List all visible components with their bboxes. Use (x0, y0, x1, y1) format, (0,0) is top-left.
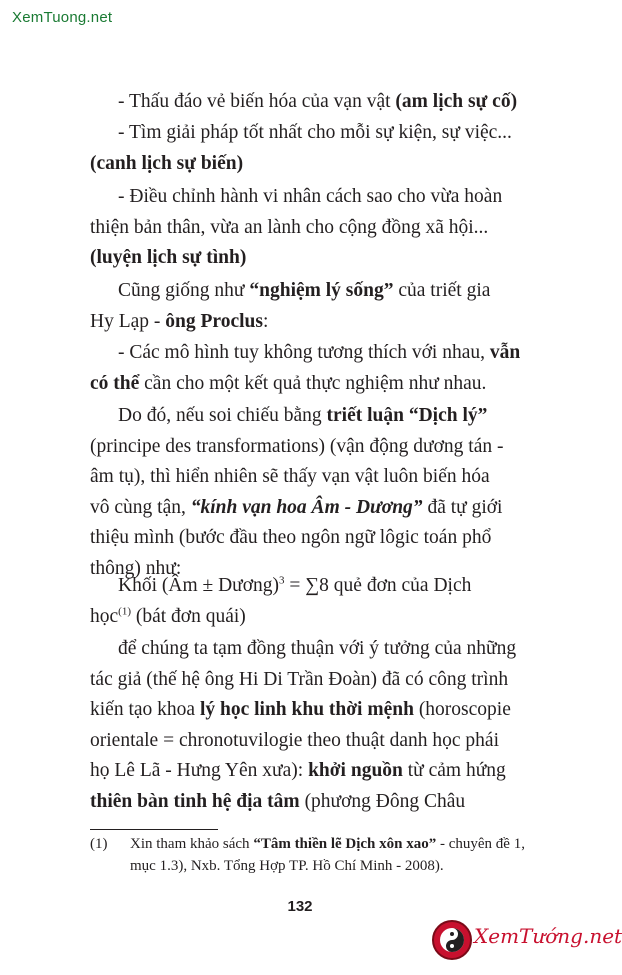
yin-yang-icon (432, 920, 472, 960)
watermark-logo[interactable] (432, 920, 622, 962)
paragraph-khoi-am-duong: Khối (Âm ± Dương)$^3$ = ∑8 quẻ đơn của Dịch học$^{(1)}$ (bát đơn quái) (90, 574, 472, 627)
paragraph-luyen-lich-su-tinh: - Điều chỉnh hành vi nhân cách sao cho vừa hoàn thiện bản thân, vừa an lành cho cộng đồng xã hội... (luyện lịch sự tình) (90, 186, 503, 269)
watermark-text: XemTướng.net (474, 924, 622, 948)
site-header-link[interactable]: XemTuong.net (12, 9, 113, 26)
page-number: 132 (287, 898, 313, 915)
footnote-ref[interactable]: (1) (118, 605, 131, 618)
footnote-divider (90, 829, 218, 830)
paragraph-dich-ly: Do đó, nếu soi chiếu bằng triết luận “Dịch lý” (principe des transformations) (vận động dương tán - âm tụ), thì hiển nhiên sẽ thấy vạn vật luôn biến hóa vô cùng tận, “kính vạn hoa Âm - Dương” đã tự giới thiệu mình (bước đầu theo ngôn ngữ lôgic toán phổ thông) như: (90, 405, 504, 579)
paragraph-canh-lich-su-bien: - Tìm giải pháp tốt nhất cho mỗi sự kiện, sự việc... (canh lịch sự biến) (90, 122, 512, 174)
paragraph-nghiem-ly-song: Cũng giống như “nghiệm lý sống” của triết gia Hy Lạp - ông Proclus: (90, 280, 491, 332)
footnote-number: (1) (90, 836, 108, 852)
paragraph-mo-hinh: - Các mô hình tuy không tương thích với nhau, vẫn có thể cần cho một kết quả thực nghiệm như nhau. (90, 342, 521, 394)
footnote: (1) Xin tham khảo sách “Tâm thiền lẽ Dịch xôn xao” - chuyên đề 1, mục 1.3), Nxb. Tổng Hợp TP. Hồ Chí Minh - 2008). (90, 833, 526, 877)
paragraph-ly-hoc: để chúng ta tạm đồng thuận với ý tưởng của những tác giả (thế hệ ông Hi Di Trần Đoàn) đã có công trình kiến tạo khoa lý học linh khu thời mệnh (horoscopie orientale = chronotuvilogie theo thuật danh học phái họ Lê Lã - Hưng Yên xưa): khởi nguồn từ cảm hứng thiên bàn tinh hệ địa tâm (phương Đông Châu (90, 638, 517, 812)
paragraph-am-lich-su-co: - Thấu đáo vẻ biến hóa của vạn vật (am lịch sự cố) (118, 91, 518, 112)
